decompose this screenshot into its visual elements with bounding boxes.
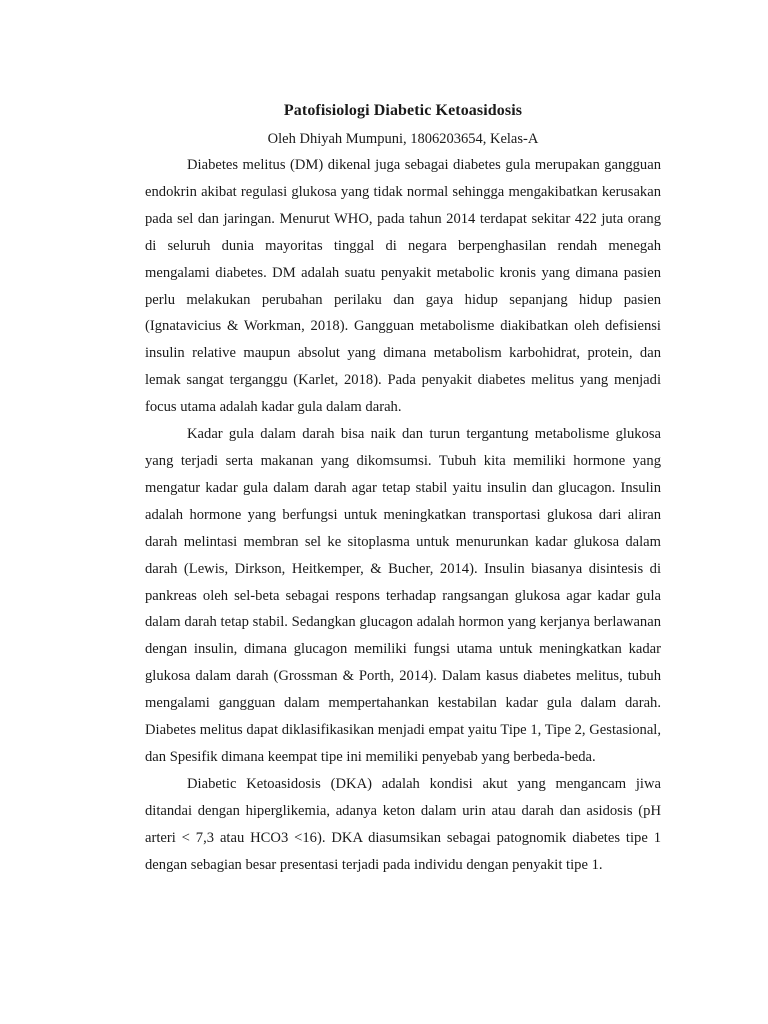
paragraph-3: Diabetic Ketoasidosis (DKA) adalah kondisi akut yang mengancam jiwa ditandai dengan hiperglikemia, adanya keton dalam urin atau darah dan asidosis (pH arteri < 7,3 atau HCO3 <16). DKA diasumsikan sebagai patognomik diabetes tipe 1 dengan sebagian besar presentasi terjadi pada individu dengan penyakit tipe 1.	[145, 775, 661, 873]
paragraph-1: Diabetes melitus (DM) dikenal juga sebagai diabetes gula merupakan gangguan endokrin akibat regulasi glukosa yang tidak normal sehingga mengakibatkan kerusakan pada sel dan jaringan. Menurut WHO, pada tahun 2014 terdapat sekitar 422 juta orang di seluruh dunia mayoritas tinggal di negara berpenghasilan rendah menegah mengalami diabetes. DM adalah suatu penyakit metabolic kronis yang dimana pasien perlu melakukan perubahan perilaku dan gaya hidup sepanjang hidup pasien (Ignatavicius & Workman, 2018). Gangguan metabolisme diakibatkan oleh defisiensi insulin relative maupun absolut yang dimana metabolism karbohidrat, protein, dan lemak sangat terganggu (Karlet, 2018). Pada penyakit diabetes melitus yang menjadi focus utama adalah kadar gula dalam darah.	[145, 157, 661, 416]
author-line: Oleh Dhiyah Mumpuni, 1806203654, Kelas-A	[267, 131, 539, 147]
document-title: Patofisiologi Diabetic Ketoasidosis	[283, 102, 523, 119]
paragraph-2: Kadar gula dalam darah bisa naik dan turun tergantung metabolisme glukosa yang terjadi serta makanan yang dikomsumsi. Tubuh kita memiliki hormone yang mengatur kadar gula dalam darah agar tetap stabil yaitu insulin dan glucagon. Insulin adalah hormone yang berfungsi untuk meningkatkan transportasi glukosa dari aliran darah melintasi membran sel ke sitoplasma untuk menurunkan kadar glukosa dalam darah (Lewis, Dirkson, Heitkemper, & Bucher, 2014). Insulin biasanya disintesis di pankreas oleh sel-beta sebagai respons terhadap rangsangan glukosa agar kadar gula dalam darah tetap stabil. Sedangkan glucagon adalah hormon yang kerjanya berlawanan dengan insulin, dimana glucagon memiliki fungsi utama untuk meningkatkan kadar glukosa dalam darah (Grossman & Porth, 2014). Dalam kasus diabetes melitus, tubuh mengalami gangguan dalam mempertahankan kestabilan kadar gula dalam darah. Diabetes melitus dapat diklasifikasikan menjadi empat yaitu Tipe 1, Tipe 2, Gestasional, dan Spesifik dimana keempat tipe ini memiliki penyebab yang berbeda-beda.	[145, 426, 661, 765]
document-page	[145, 100, 661, 878]
